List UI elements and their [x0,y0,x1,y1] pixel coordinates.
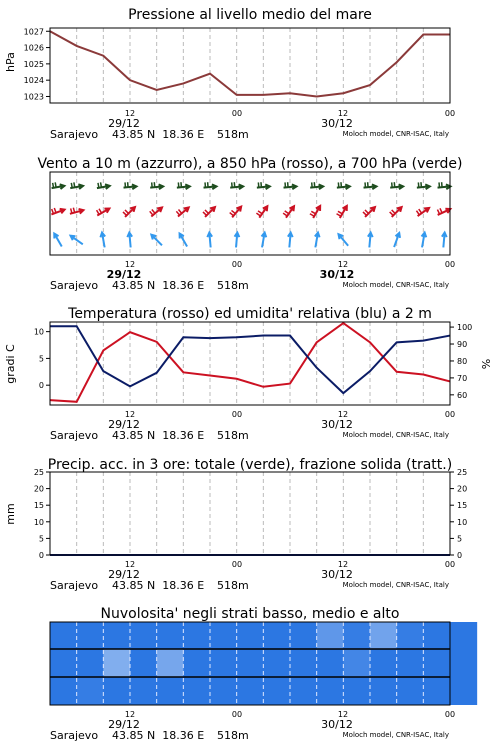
cloud-cell [237,622,264,649]
location-name: Sarajevo [50,128,98,141]
cloud-cell [237,649,264,677]
pressure-panel [4,7,455,141]
ytick-label: 15 [457,501,467,510]
ytick-label: 10 [457,518,467,527]
wind-arrow-850 [150,208,162,217]
precipitation-title: Precip. acc. in 3 ore: totale (verde), frazione solida (tratt.) [48,457,452,473]
wind-xticks [125,260,455,269]
ytick-label: 5 [457,534,462,543]
cloud-cell [50,677,77,705]
xtick-label: 00 [445,710,455,719]
location-name: Sarajevo [50,579,98,592]
xtick-label: 12 [338,710,348,719]
pressure-title: Pressione al livello medio del mare [128,7,372,23]
ytick-label: 1026 [24,44,44,53]
cloud-cell [210,622,237,649]
wind-arrow-850 [123,207,135,217]
date-label: 30/12 [321,117,353,130]
ytick-label: 1025 [24,60,44,69]
ytick-label: 25 [34,468,44,477]
date-label: 29/12 [107,268,142,281]
model-credit: Moloch model, CNR-ISAC, Italy [343,731,449,739]
cloud-cell [103,622,130,649]
model-credit: Moloch model, CNR-ISAC, Italy [343,581,449,589]
location-coords: 43.85 N 18.36 E [112,579,204,592]
precipitation-xticks [125,560,455,569]
date-label: 30/12 [321,568,353,581]
pressure-yticks [24,27,50,101]
cloud-cell [183,622,210,649]
cloud-cell [290,677,317,705]
wind-frame [50,172,450,255]
ytick-label: 15 [34,501,44,510]
cloud-cell [77,649,104,677]
location-name: Sarajevo [50,279,98,292]
model-credit: Moloch model, CNR-ISAC, Italy [343,130,449,138]
cloud-cell [263,622,290,649]
cloud-cell [157,677,184,705]
cloud-cell [130,649,157,677]
ytick-label: 90 [457,340,467,349]
humidity-yticks [450,323,472,400]
location-elevation: 518m [217,429,249,442]
temperature-ylabel: gradi C [4,344,17,384]
cloud-cell [370,677,397,705]
humidity-ylabel: % [480,359,493,369]
date-label: 29/12 [108,418,140,431]
wind-arrow-10m [442,233,447,248]
ytick-label: 0 [39,381,44,390]
wind-arrows [51,182,450,247]
temperature-yticks [34,328,50,391]
xtick-label: 00 [445,109,455,118]
xtick-label: 00 [445,410,455,419]
ytick-label: 5 [39,534,44,543]
cloud-cell [77,622,104,649]
location-elevation: 518m [217,128,249,141]
wind-arrow-10m [288,233,293,248]
wind-arrow-850 [256,206,267,217]
wind-arrow-10m [100,233,105,248]
wind-arrow-10m [54,234,62,247]
cloud-cell [183,677,210,705]
wind-arrow-850 [176,208,188,217]
xtick-label: 00 [445,560,455,569]
precipitation-ylabel: mm [4,503,17,524]
wind-arrow-700 [97,182,110,189]
model-credit: Moloch model, CNR-ISAC, Italy [343,431,449,439]
cloud-cell [157,649,184,677]
location-elevation: 518m [217,279,249,292]
cloud-cell [130,622,157,649]
cloud-xticks [125,710,455,719]
wind-arrow-10m [235,233,240,248]
temperature-gridlines [77,322,424,405]
location-coords: 43.85 N 18.36 E [112,279,204,292]
cloud-cell [157,622,184,649]
xtick-label: 12 [338,260,348,269]
wind-arrow-850 [283,206,294,217]
cloud-cell [450,649,477,677]
wind-arrow-10m [127,233,132,248]
cloud-cell [237,677,264,705]
cloud-cell [370,649,397,677]
cloud-cell [450,677,477,705]
wind-arrow-850 [390,207,402,217]
ytick-label: 5 [39,354,44,363]
date-label: 29/12 [108,568,140,581]
cloud-cell [183,649,210,677]
cloud-cell [397,649,424,677]
pressure-gridlines [77,28,424,103]
ytick-label: 10 [34,518,44,527]
cloud-cell [423,649,450,677]
xtick-label: 12 [125,560,135,569]
cloud-cell [450,622,477,649]
xtick-label: 00 [232,109,242,118]
ytick-label: 1024 [24,76,44,85]
cloud-cell [343,677,370,705]
date-label: 30/12 [321,418,353,431]
ytick-label: 70 [457,374,467,383]
pressure-xticks [125,109,455,118]
location-coords: 43.85 N 18.36 E [112,429,204,442]
ytick-label: 80 [457,357,467,366]
wind-arrow-850 [437,208,450,215]
cloud-cell [423,622,450,649]
location-elevation: 518m [217,579,249,592]
xtick-label: 12 [338,560,348,569]
cloud-cell [343,649,370,677]
xtick-label: 00 [232,560,242,569]
cloud-cell [77,677,104,705]
wind-arrow-850 [230,207,241,218]
xtick-label: 12 [125,710,135,719]
xtick-label: 12 [338,410,348,419]
ytick-label: 1023 [24,92,44,101]
pressure-ylabel: hPa [4,52,17,72]
temperature-line [50,323,450,402]
xtick-label: 12 [125,109,135,118]
xtick-label: 00 [232,710,242,719]
wind-arrow-850 [337,206,347,218]
cloud-cell [210,649,237,677]
temperature-title: Temperatura (rosso) ed umidita' relativa (blu) a 2 m [67,306,432,322]
xtick-label: 00 [232,410,242,419]
precipitation-yticks-right [450,468,467,560]
cloud-cell [370,622,397,649]
date-label: 30/12 [320,268,355,281]
cloud-title: Nuvolosita' negli strati basso, medio e alto [101,606,400,622]
date-label: 30/12 [321,718,353,731]
wind-arrow-10m [315,233,320,248]
xtick-label: 12 [125,260,135,269]
cloud-cell [343,622,370,649]
cloud-panel [50,606,477,742]
wind-arrow-10m [422,233,427,248]
precipitation-yticks [34,468,50,560]
ytick-label: 100 [457,323,472,332]
ytick-label: 0 [39,551,44,560]
cloud-cell [130,677,157,705]
ytick-label: 20 [457,485,467,494]
date-label: 29/12 [108,117,140,130]
location-elevation: 518m [217,729,249,742]
cloud-cell [317,677,344,705]
location-name: Sarajevo [50,729,98,742]
wind-arrow-850 [51,208,64,214]
wind-arrow-850 [310,206,320,218]
wind-arrow-10m [207,233,212,248]
location-coords: 43.85 N 18.36 E [112,128,204,141]
cloud-cell [210,677,237,705]
wind-arrow-850 [203,207,215,217]
wind-arrow-700 [52,182,65,189]
model-credit: Moloch model, CNR-ISAC, Italy [343,281,449,289]
location-coords: 43.85 N 18.36 E [112,729,204,742]
wind-title: Vento a 10 m (azzurro), a 850 hPa (rosso), a 700 hPa (verde) [37,156,462,172]
xtick-label: 00 [445,260,455,269]
ytick-label: 0 [457,551,462,560]
ytick-label: 1027 [24,27,44,36]
precipitation-gridlines [77,472,424,555]
wind-arrow-700 [438,182,451,189]
pressure-line [50,31,450,96]
precipitation-frame [50,472,450,555]
cloud-cell [317,622,344,649]
location-name: Sarajevo [50,429,98,442]
wind-arrow-850 [363,207,375,217]
cloud-cell [290,622,317,649]
date-label: 29/12 [108,718,140,731]
cloud-cell [397,622,424,649]
cloud-cell [263,649,290,677]
cloud-cell [263,677,290,705]
xtick-label: 12 [125,410,135,419]
cloud-cell [50,649,77,677]
wind-arrow-850 [416,208,429,216]
xtick-label: 12 [338,109,348,118]
ytick-label: 20 [34,485,44,494]
precipitation-panel [4,457,467,592]
xtick-label: 00 [232,260,242,269]
cloud-cell [50,622,77,649]
ytick-label: 25 [457,468,467,477]
cloud-cell [290,649,317,677]
ytick-label: 10 [34,328,44,337]
pressure-frame [50,28,450,103]
wind-arrow-700 [70,182,83,189]
temperature-xticks [125,410,455,419]
cloud-cell [397,677,424,705]
cloud-cell [423,677,450,705]
cloud-cell [103,677,130,705]
wind-arrow-10m [262,233,267,248]
cloud-cell [103,649,130,677]
cloud-cell [317,649,344,677]
wind-arrow-10m [368,233,373,248]
wind-panel [37,156,462,292]
temperature-panel [4,306,493,442]
ytick-label: 60 [457,391,467,400]
